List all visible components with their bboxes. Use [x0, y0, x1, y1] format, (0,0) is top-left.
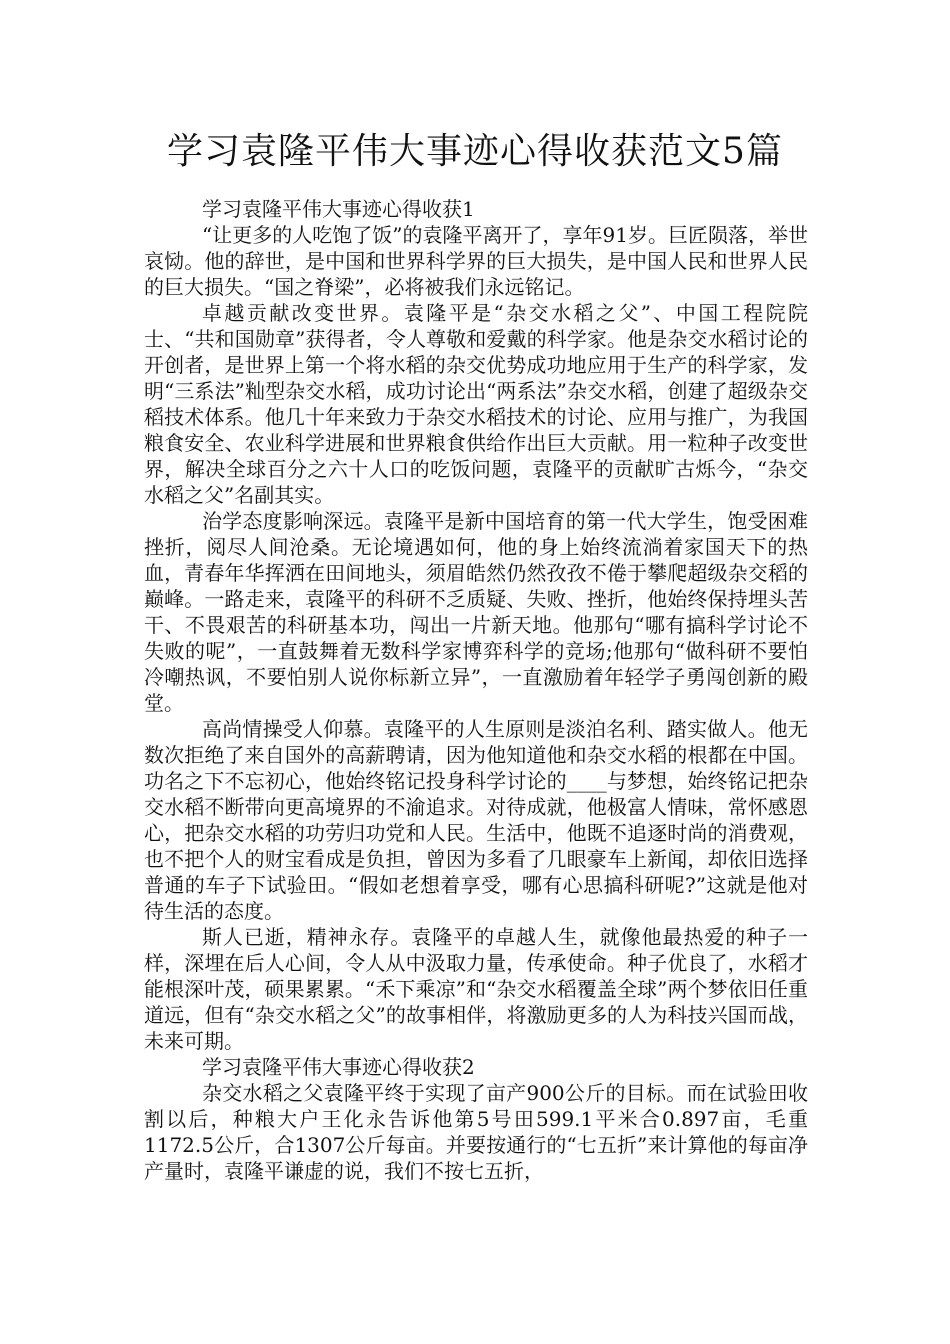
section-heading: 学习袁隆平伟大事迹心得收获1 — [202, 197, 475, 221]
document-title: 学习袁隆平伟大事迹心得收获范文5篇 — [167, 131, 783, 172]
paragraph: 斯人已逝，精神永存。袁隆平的卓越人生，就像他最热爱的种子一样，深埋在后人心间，令人从中汲取力量，传承使命。种子优良了，水稻才能根深叶茂，硕果累累。“禾下乘凉”和“杂交水稻覆盖全球”两个梦依旧任重道远，但有“杂交水稻之父”的故事相伴，将激励更多的人为科技兴国而战，未来可期。 — [144, 925, 808, 1053]
paragraph: 治学态度影响深远。袁隆平是新中国培育的第一代大学生，饱受困难挫折，阅尽人间沧桑。无论境遇如何，他的身上始终流淌着家国天下的热血，青春年华挥洒在田间地头，须眉皓然仍然孜孜不倦于攀爬超级杂交稻的巅峰。一路走来，袁隆平的科研不乏质疑、失败、挫折，他始终保持埋头苦干、不畏艰苦的科研基本功，闯出一片新天地。他那句“哪有搞科学讨论不失败的呢”，一直鼓舞着无数科学家博弈科学的竞场;他那句“做科研不要怕冷嘲热讽，不要怕别人说你标新立异”，一直激励着年轻学子勇闯创新的殿堂。 — [144, 509, 808, 715]
paragraph: 杂交水稻之父袁隆平终于实现了亩产900公斤的目标。而在试验田收割以后，种粮大户王化永告诉他第5号田599.1平米合0.897亩，毛重1172.5公斤，合1307公斤每亩。并要按通行的“七五折”来计算他的每亩净产量时，袁隆平谦虚的说，我们不按七五折， — [144, 1081, 808, 1183]
paragraph: 高尚情操受人仰慕。袁隆平的人生原则是淡泊名利、踏实做人。他无数次拒绝了来自国外的高薪聘请，因为他知道他和杂交水稻的根都在中国。功名之下不忘初心，他始终铭记投身科学讨论的____与梦想，始终铭记把杂交水稻不断带向更高境界的不渝追求。对待成就，他极富人情味，常怀感恩心，把杂交水稻的功劳归功党和人民。生活中，他既不追逐时尚的消费观，也不把个人的财宝看成是负担，曾因为多看了几眼豪车上新闻，却依旧选择普通的车子下试验田。“假如老想着享受，哪有心思搞科研呢?”这就是他对待生活的态度。 — [144, 717, 808, 923]
paragraph: 卓越贡献改变世界。袁隆平是“杂交水稻之父”、中国工程院院士、“共和国勋章”获得者，令人尊敬和爱戴的科学家。他是杂交水稻讨论的开创者，是世界上第一个将水稻的杂交优势成功地应用于生产的科学家，发明“三系法”籼型杂交水稻，成功讨论出“两系法”杂交水稻，创建了超级杂交稻技术体系。他几十年来致力于杂交水稻技术的讨论、应用与推广，为我国粮食安全、农业科学进展和世界粮食供给作出巨大贡献。用一粒种子改变世界，解决全球百分之六十人口的吃饭问题，袁隆平的贡献旷古烁今，“杂交水稻之父”名副其实。 — [144, 301, 808, 507]
section-heading: 学习袁隆平伟大事迹心得收获2 — [202, 1055, 475, 1079]
document-body — [144, 196, 808, 1184]
paragraph: “让更多的人吃饱了饭”的袁隆平离开了，享年91岁。巨匠陨落，举世哀恸。他的辞世，是中国和世界科学界的巨大损失，是中国人民和世界人民的巨大损失。“国之脊梁”，必将被我们永远铭记。 — [144, 223, 808, 299]
